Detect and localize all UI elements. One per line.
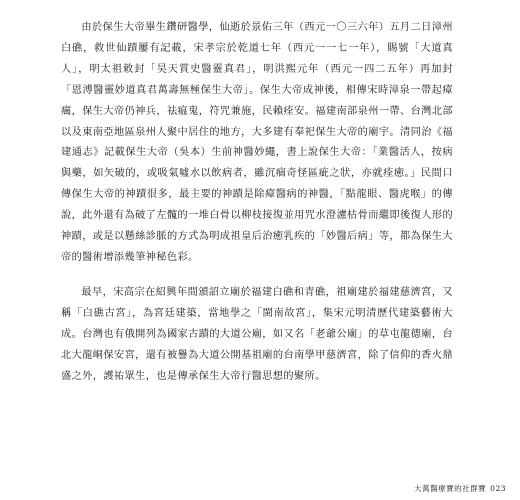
page-number: 023	[490, 484, 506, 493]
paragraph: 最早，宋高宗在紹興年間頒詔立廟於福建白礁和青礁，祖廟建於福建慈濟宮，又稱「白礁古宮」，為宮廷建築，當地學之「閩南故宮」，集宋元明清歷代建築藝術大成。台灣也有俄開列為國家古蹟的大道公廟，如又名「老爺公廟」的草屯龍德廟，台北大龍峒保安宮，還有被譽為大道公開基祖廟的台南學甲慈濟宮，除了信仰的香火鼎盛之外，護祐眾生，也是傳承保生大帝行醫思想的聚所。	[61, 286, 453, 382]
body-text	[61, 18, 453, 387]
running-title: 大萬醫療寶的社群寶	[414, 484, 487, 493]
page-footer	[414, 483, 506, 494]
paragraph: 由於保生大帝畢生鑽研醫學，仙逝於景佑三年（西元一〇三六年）五月二日漳州白礁，救世仙蹟屢有記載，宋孝宗於乾道七年（西元一一七一年），賜號「大道真人」，明太祖敕封「昊天賞史醫靈真君」，明洪熙元年（西元一四二五年）再加封「恩溥醫靈妙道真君萬壽無極保生大帝」。保生大帝成神後，相傳宋時漳泉一帶起瘴癘，保生大帝仍神兵，祛瘟鬼，符咒兼施，民賴痊安。福建南部泉州一帶、台灣北部以及東南亞地區泉州人聚中居住的地方，大多建有奉祀保生大帝的廟宇。清同治《福建通志》記載保生大帝（吳本）生前神醫妙繩，書上說保生大帝：「業醫活人，按病與藥，如矢破的，或吸氣噓水以飲病者，雖沉痼奇怪區疵之狀，亦就痊癒。」民間口傳保生大帝的神蹟很多，最主要的神蹟是除瘴醫病的神醫，「點龍眼、醫虎喉」的傳說，此外還有為破了左髖的一堆白骨以柳枝接復並用咒水澄濾枯骨而繼即後復人形的神蹟，或是以懸絲診脈的方式為明成祖皇后治癒乳疾的「妙醫后病」等，都為保生大帝的醫術增添幾筆神秘色彩。	[61, 22, 453, 263]
